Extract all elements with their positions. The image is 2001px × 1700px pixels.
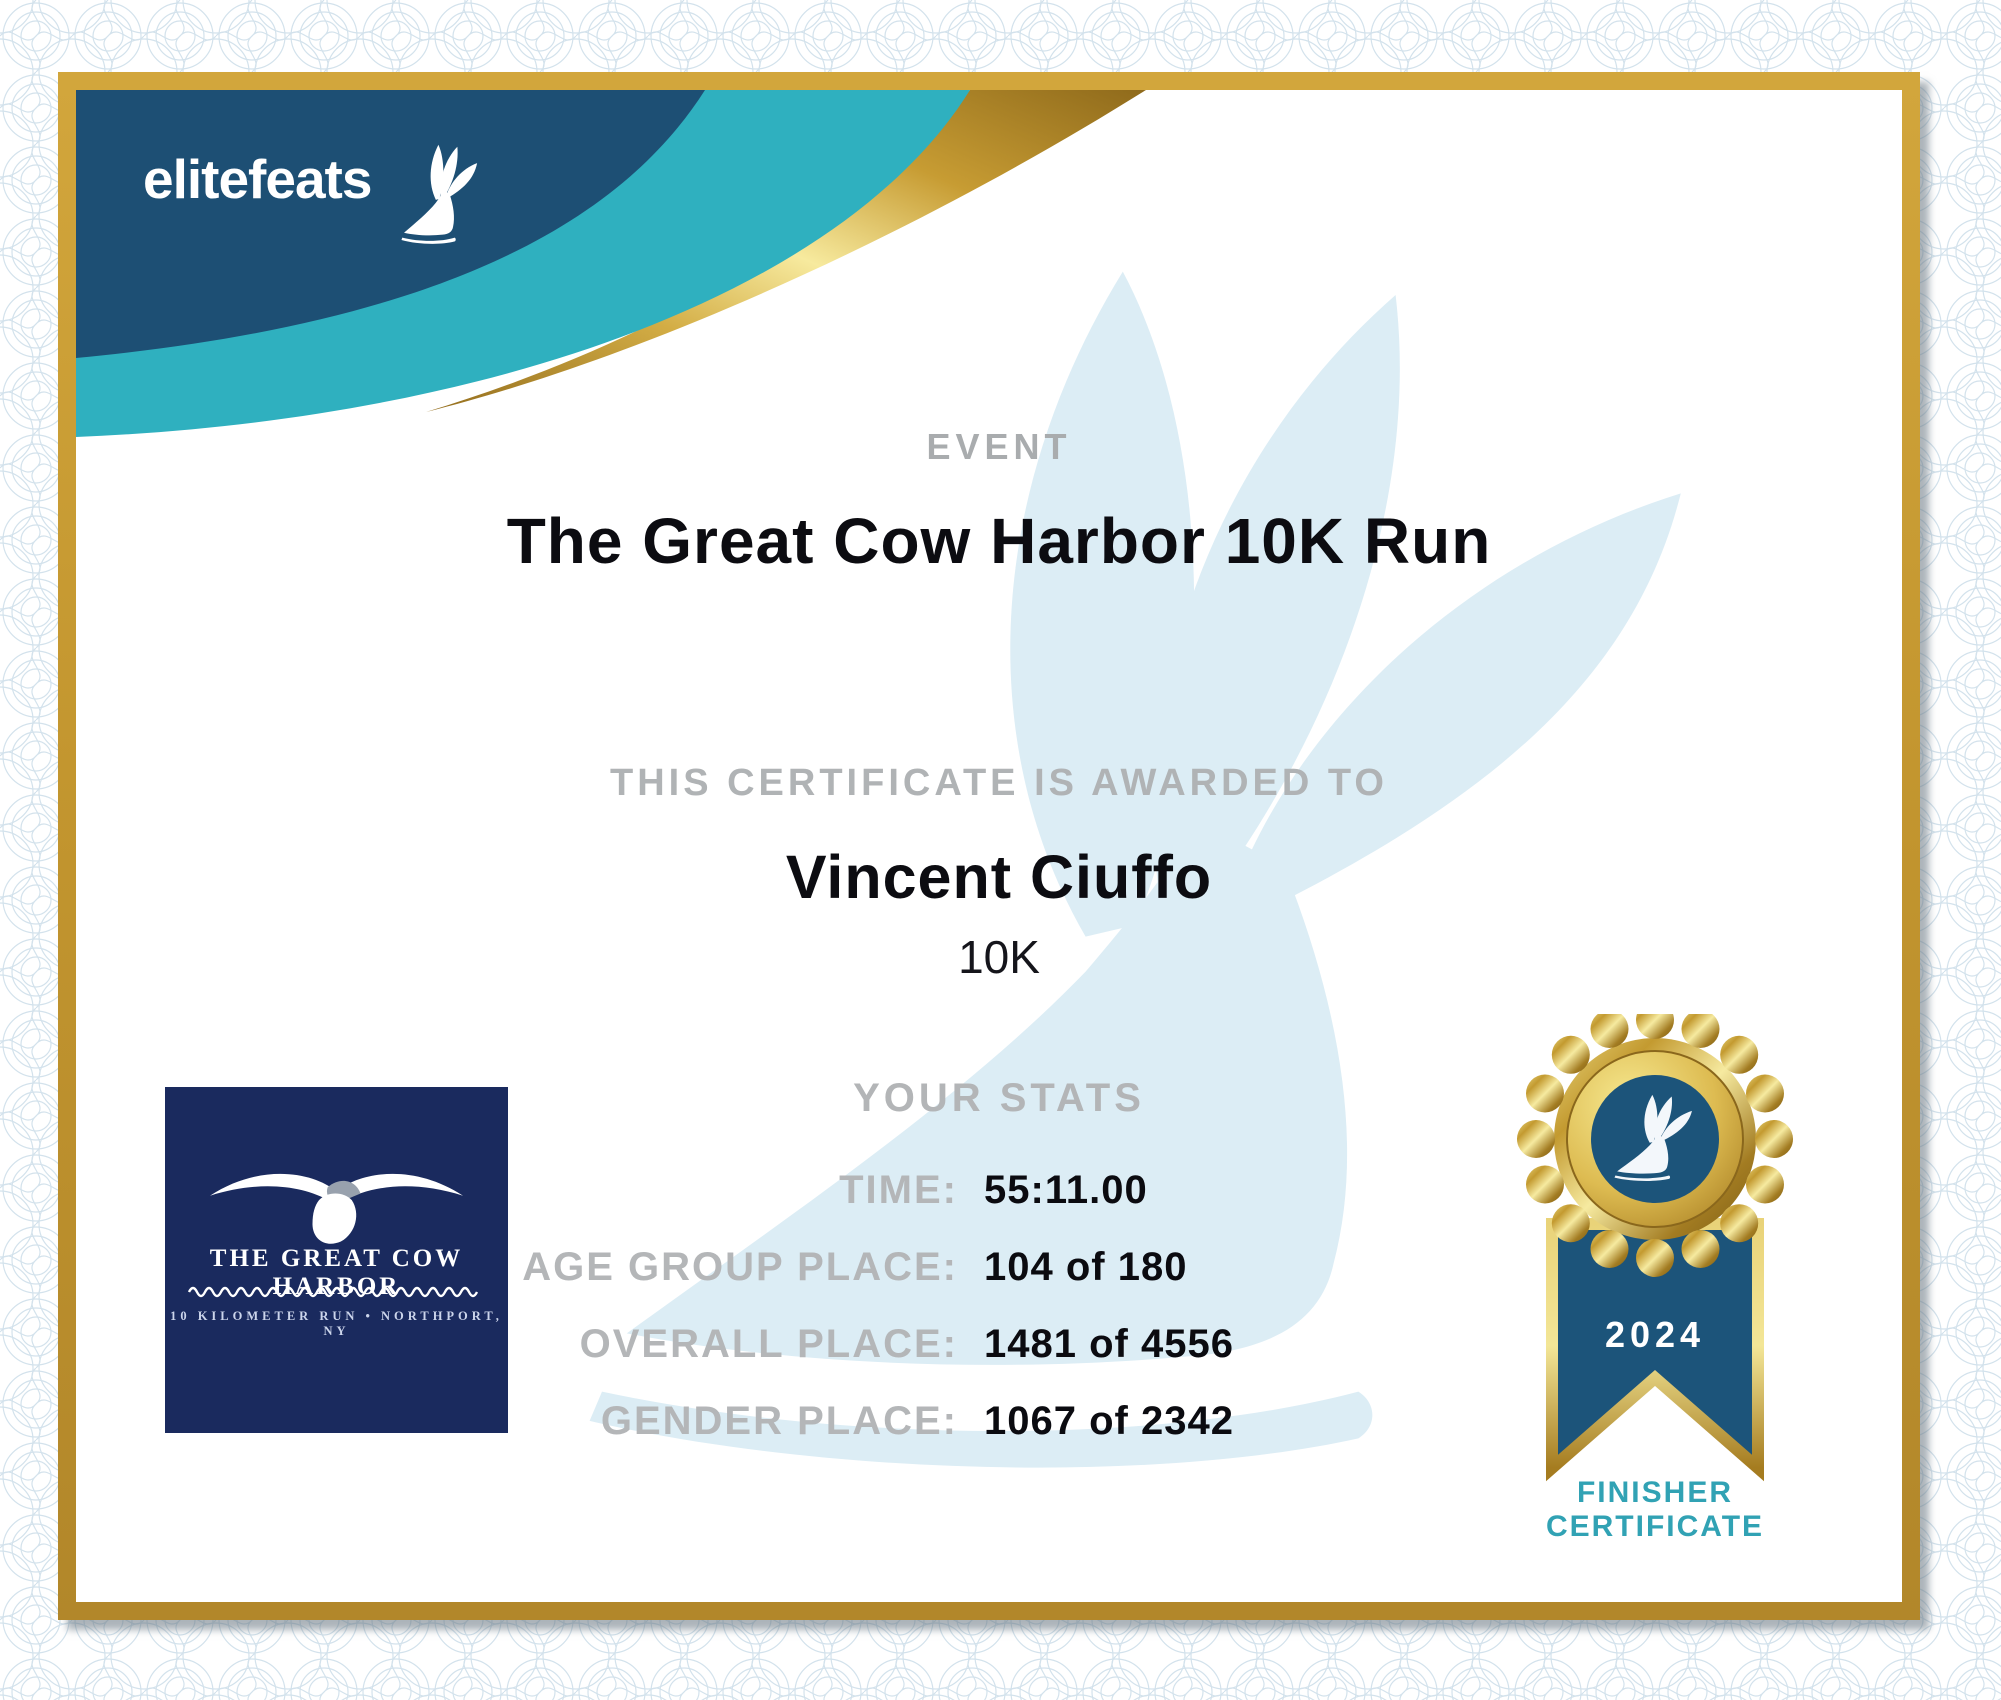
stat-value-gender-place: 1067 of 2342 [984,1399,1234,1443]
certificate-frame [58,72,1920,1620]
certificate-body [76,90,1902,1602]
cow-harbor-title: THE GREAT COW HARBOR [209,1245,464,1300]
badge-year: 2024 [1604,1314,1706,1355]
medal-rosette-ribbon [1505,1014,1805,1484]
awarded-to-label: THIS CERTIFICATE IS AWARDED TO [610,762,1388,804]
badge-caption-line1: FINISHER [1576,1476,1733,1509]
elitefeats-wordmark: elitefeats [143,148,372,210]
stats-heading: YOUR STATS [853,1076,1145,1120]
wave-divider [187,1283,486,1299]
badge-caption [1505,1476,1805,1544]
stat-label-gender-place: GENDER PLACE: [600,1399,958,1443]
stat-value-age-group-place: 104 of 180 [984,1245,1188,1289]
cow-harbor-logo [165,1087,508,1433]
cow-harbor-subtitle: 10 KILOMETER RUN • NORTHPORT, NY [170,1309,503,1338]
recipient-name: Vincent Ciuffo [785,843,1213,911]
event-name: The Great Cow Harbor 10K Run [506,505,1492,577]
badge-caption-line2: CERTIFICATE [1545,1510,1765,1543]
stat-value-overall-place: 1481 of 4556 [984,1322,1234,1366]
race-division: 10K [958,931,1040,983]
stat-label-age-group-place: AGE GROUP PLACE: [522,1245,958,1289]
stat-label-time: TIME: [839,1168,958,1212]
seagull-icon [165,1139,508,1259]
stat-label-overall-place: OVERALL PLACE: [579,1322,958,1366]
elitefeats-logo [76,90,596,370]
winged-foot-icon [398,138,484,254]
event-label: EVENT [926,426,1072,467]
finisher-badge [1505,1014,1805,1594]
stat-value-time: 55:11.00 [984,1168,1148,1212]
